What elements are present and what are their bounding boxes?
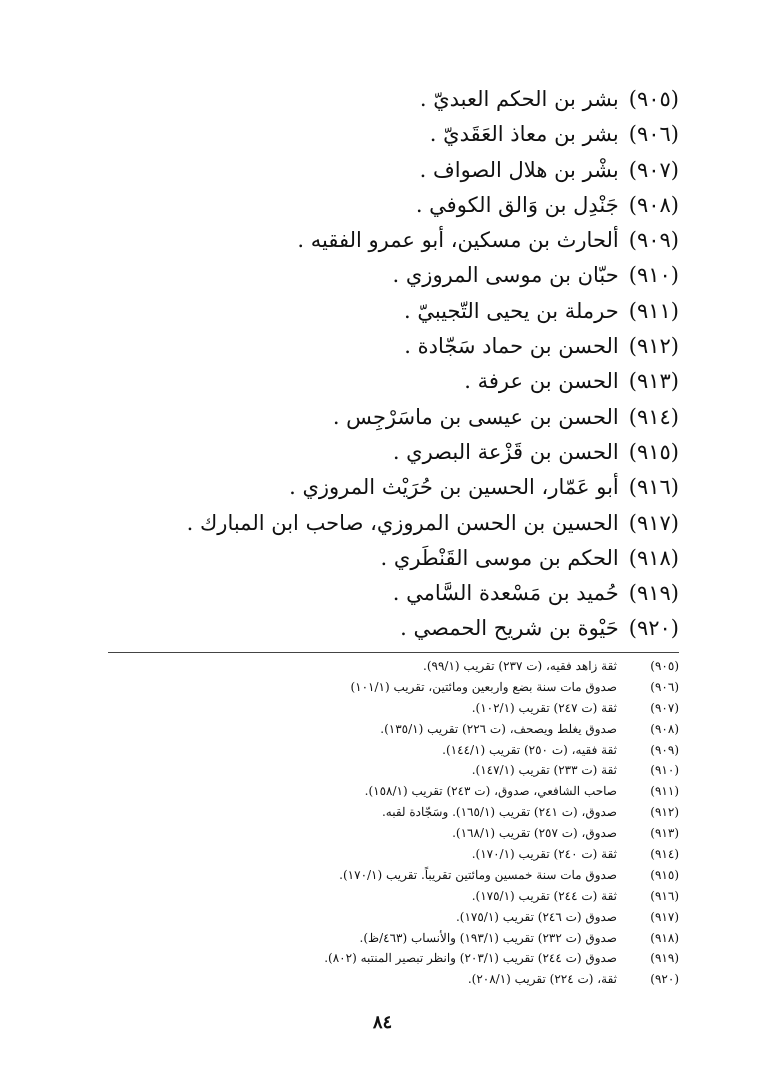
footnote-number: (٩٠٩) [650,742,679,757]
list-item [119,117,679,152]
entry-number: (٩٢٠) [628,616,679,641]
footnote-number: (٩١٧) [650,909,679,924]
list-item [119,364,679,399]
footnote [79,781,679,802]
list-item [119,435,679,470]
footnote-number: (٩١٤) [650,847,679,862]
footnote-text: صدوق (ت ٢٤٤) تقريب (٢٠٣/١) وانظر تبصير المنتبه (٨٠٢). [324,951,617,966]
list-item [119,329,679,364]
entry-text: حَيْوة بن شريح الحمصي . [400,616,619,641]
entry-number: (٩١٢) [628,334,679,359]
footnote-number: (٩١١) [650,784,679,799]
list-item [119,188,679,223]
entry-number: (٩١٨) [628,545,679,570]
entry-text: الحكم بن موسى القَنْطَري . [380,545,619,570]
footnote-number: (٩١٥) [650,867,679,882]
biography-list [119,82,679,647]
entry-text: جَنْدِل بن وَالق الكوفي . [415,192,619,217]
entry-number: (٩١٣) [628,369,679,394]
entry-text: بشر بن الحكم العبديّ . [419,87,619,111]
footnote-text: صدوق مات سنة خمسين ومائتين تقريباً. تقريب (١٧٠/١). [339,867,617,882]
footnote [79,802,679,823]
footnote-divider [108,652,679,653]
footnote [79,928,679,949]
entry-text: الحسن بن عرفة . [464,369,619,394]
entry-number: (٩١١) [628,298,679,323]
entry-text: حرملة بن يحيى التّجيبيّ . [403,298,619,323]
entry-number: (٩٠٦) [628,122,679,147]
entry-text: ألحارث بن مسكين، أبو عمرو الفقيه . [297,228,619,253]
footnote-number: (٩١٨) [650,930,679,945]
footnote-text: ثقة، (ت ٢٢٤) تقريب (٢٠٨/١). [467,972,617,987]
entry-number: (٩١٩) [628,581,679,606]
footnote-number: (٩١٠) [650,763,679,778]
footnote-number: (٩١٢) [650,805,679,820]
entry-text: بشر بن معاذ العَقَديّ . [429,122,619,147]
footnote-text: ثقة (ت ٢٤٤) تقريب (١٧٥/١). [471,888,617,903]
entry-number: (٩٠٧) [628,157,679,182]
footnote [79,698,679,719]
footnote-text: صدوق، (ت ٢٥٧) تقريب (١٦٨/١). [452,826,617,841]
entry-number: (٩٠٥) [628,87,679,111]
footnote-text: ثقة فقيه، (ت ٢٥٠) تقريب (١٤٤/١). [442,742,617,757]
footnote [79,740,679,761]
list-item [119,470,679,505]
footnote-text: ثقة (ت ٢٤٧) تقريب (١٠٢/١). [471,700,617,715]
footnote-number: (٩٠٧) [650,700,679,715]
footnote-number: (٩٢٠) [650,972,679,987]
footnote-number: (٩١٩) [650,951,679,966]
footnote [79,760,679,781]
footnote-number: (٩٠٥) [650,659,679,673]
entry-text: حبّان بن موسى المروزي . [392,263,619,288]
footnote-text: ثقة (ت ٢٤٠) تقريب (١٧٠/١). [471,847,617,862]
footnote-text: صدوق، (ت ٢٤١) تقريب (١٦٥/١). وسَجّادة لقبه. [381,805,617,820]
entry-number: (٩١٦) [628,475,679,500]
entry-text: بشْر بن هلال الصواف . [419,157,619,182]
footnote [79,677,679,698]
footnote-number: (٩١٣) [650,826,679,841]
entry-number: (٩٠٩) [628,228,679,253]
list-item [119,258,679,293]
footnote [79,656,679,677]
entry-text: حُميد بن مَسْعدة السَّامي . [392,581,619,606]
footnote-number: (٩٠٨) [650,721,679,736]
footnote [79,823,679,844]
footnote [79,969,679,990]
footnote [79,844,679,865]
entry-number: (٩١٤) [628,404,679,429]
list-item [119,576,679,611]
list-item [119,223,679,258]
footnote [79,907,679,928]
footnote-text: صدوق (ت ٢٣٢) تقريب (١٩٣/١) والأنساب (٤٦٣/ظ). [359,930,617,945]
entry-number: (٩١٧) [628,510,679,535]
list-item [119,400,679,435]
entry-text: أبو عَمّار، الحسين بن حُرَيْث المروزي . [289,475,619,500]
footnote-number: (٩١٦) [650,888,679,903]
footnote-text: ثقة زاهد فقيه، (ت ٢٣٧) تقريب (٩٩/١). [423,659,617,673]
footnote [79,719,679,740]
page-number: ٨٤ [372,1012,393,1033]
footnotes [79,656,679,990]
footnote-text: ثقة (ت ٢٣٣) تقريب (١٤٧/١). [471,763,617,778]
list-item [119,541,679,576]
footnote-text: صدوق مات سنة بضع واربعين ومائتين، تقريب (١٠١/١) [350,679,617,694]
footnote [79,948,679,969]
footnote [79,865,679,886]
entry-text: الحسن بن عيسى بن ماسَرْجِس . [332,404,619,429]
list-item [119,153,679,188]
list-item [119,611,679,646]
entry-text: الحسين بن الحسن المروزي، صاحب ابن المبارك . [186,510,619,535]
list-item [119,82,679,117]
list-item [119,294,679,329]
footnote-text: صدوق (ت ٢٤٦) تقريب (١٧٥/١). [455,909,617,924]
entry-number: (٩١٠) [628,263,679,288]
entry-text: الحسن بن قَزْعة البصري . [392,439,619,464]
entry-text: الحسن بن حماد سَجّادة . [404,334,619,359]
footnote-text: صاحب الشافعي، صدوق، (ت ٢٤٣) تقريب (١٥٨/١). [364,784,617,799]
footnote-text: صدوق يغلط ويصحف، (ت ٢٢٦) تقريب (١٣٥/١). [380,721,617,736]
footnote-number: (٩٠٦) [650,679,679,694]
list-item [119,506,679,541]
footnote [79,886,679,907]
entry-number: (٩٠٨) [628,192,679,217]
entry-number: (٩١٥) [628,439,679,464]
